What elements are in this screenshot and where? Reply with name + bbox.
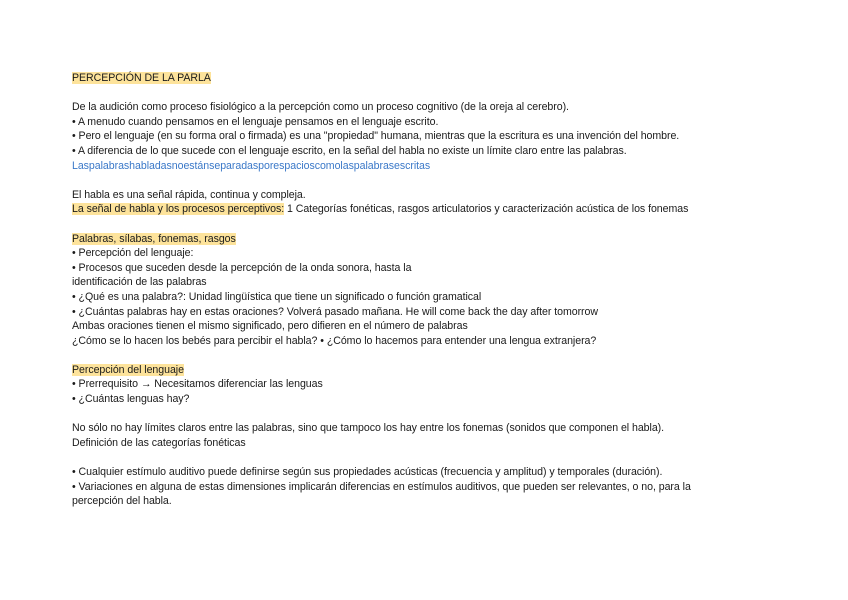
intro-bullet-1: • A menudo cuando pensamos en el lenguaje pensamos en el lenguaje escrito. [72, 115, 439, 128]
spacer [72, 450, 772, 465]
document-page [72, 71, 772, 509]
spacer [72, 86, 772, 101]
section2-line-4: • ¿Qué es una palabra?: Unidad lingüística que tiene un significado o función gramatical [72, 290, 482, 303]
section4-line-1: No sólo no hay límites claros entre las palabras, sino que tampoco los hay entre los fonemas (sonidos que componen el habla). [72, 422, 665, 435]
section2-heading-line [72, 232, 772, 247]
section2-line-3: identificación de las palabras [72, 276, 207, 289]
section2-line-1: • Percepción del lenguaje: [72, 247, 194, 260]
section5-line-2: • Variaciones en alguna de estas dimensiones implicarán diferencias en estímulos auditivos, que pueden ser relevantes, o no, para la [72, 480, 691, 493]
section3-line-2: • ¿Cuántas lenguas hay? [72, 393, 190, 406]
intro-bullet-3: • A diferencia de lo que sucede con el lenguaje escrito, en la señal del habla no existe un límite claro entre las palabras. [72, 144, 627, 157]
signal-rest: 1 Categorías fonéticas, rasgos articulatorios y caracterización acústica de los fonemas [284, 203, 689, 216]
section5-line-1: • Cualquier estímulo auditivo puede definirse según sus propiedades acústicas (frecuencia y amplitud) y temporales (duración). [72, 466, 663, 479]
section2-line-7: ¿Cómo se lo hacen los bebés para percibir el habla? • ¿Cómo lo hacemos para entender una lengua extranjera? [72, 334, 597, 347]
signal-line: El habla es una señal rápida, continua y compleja. [72, 188, 306, 201]
example-link[interactable]: Laspalabrashabladasnoestánseparadasporespacioscomolaspalabrasescritas [72, 159, 431, 172]
spacer [72, 217, 772, 232]
section2-line-6: Ambas oraciones tienen el mismo significado, pero difieren en el número de palabras [72, 320, 468, 333]
section5-line-3: percepción del habla. [72, 495, 172, 508]
intro-bullet-2: • Pero el lenguaje (en su forma oral o firmada) es una "propiedad" humana, mientras que la escritura es una invención del hombre. [72, 130, 680, 143]
section4-line-2: Definición de las categorías fonéticas [72, 436, 246, 449]
section3-heading: Percepción del lenguaje [72, 363, 184, 376]
section2-heading: Palabras, sílabas, fonemas, rasgos [72, 232, 236, 245]
spacer [72, 348, 772, 363]
signal-heading: La señal de habla y los procesos perceptivos: [72, 203, 285, 216]
section3-line-1: • Prerrequisito → Necesitamos diferenciar las lenguas [72, 378, 323, 391]
doc-title-line [72, 71, 772, 86]
section2-line-5: • ¿Cuántas palabras hay en estas oraciones? Volverá pasado mañana. He will come back the day after tomorrow [72, 305, 598, 318]
example-link-line [72, 159, 772, 174]
spacer [72, 173, 772, 188]
intro-line-1: De la audición como proceso fisiológico a la percepción como un proceso cognitivo (de la oreja al cerebro). [72, 101, 569, 114]
signal-heading-line [72, 202, 772, 217]
section3-heading-line [72, 363, 772, 378]
section2-line-2: • Procesos que suceden desde la percepción de la onda sonora, hasta la [72, 261, 412, 274]
spacer [72, 407, 772, 422]
doc-title: PERCEPCIÓN DE LA PARLA [72, 72, 211, 84]
